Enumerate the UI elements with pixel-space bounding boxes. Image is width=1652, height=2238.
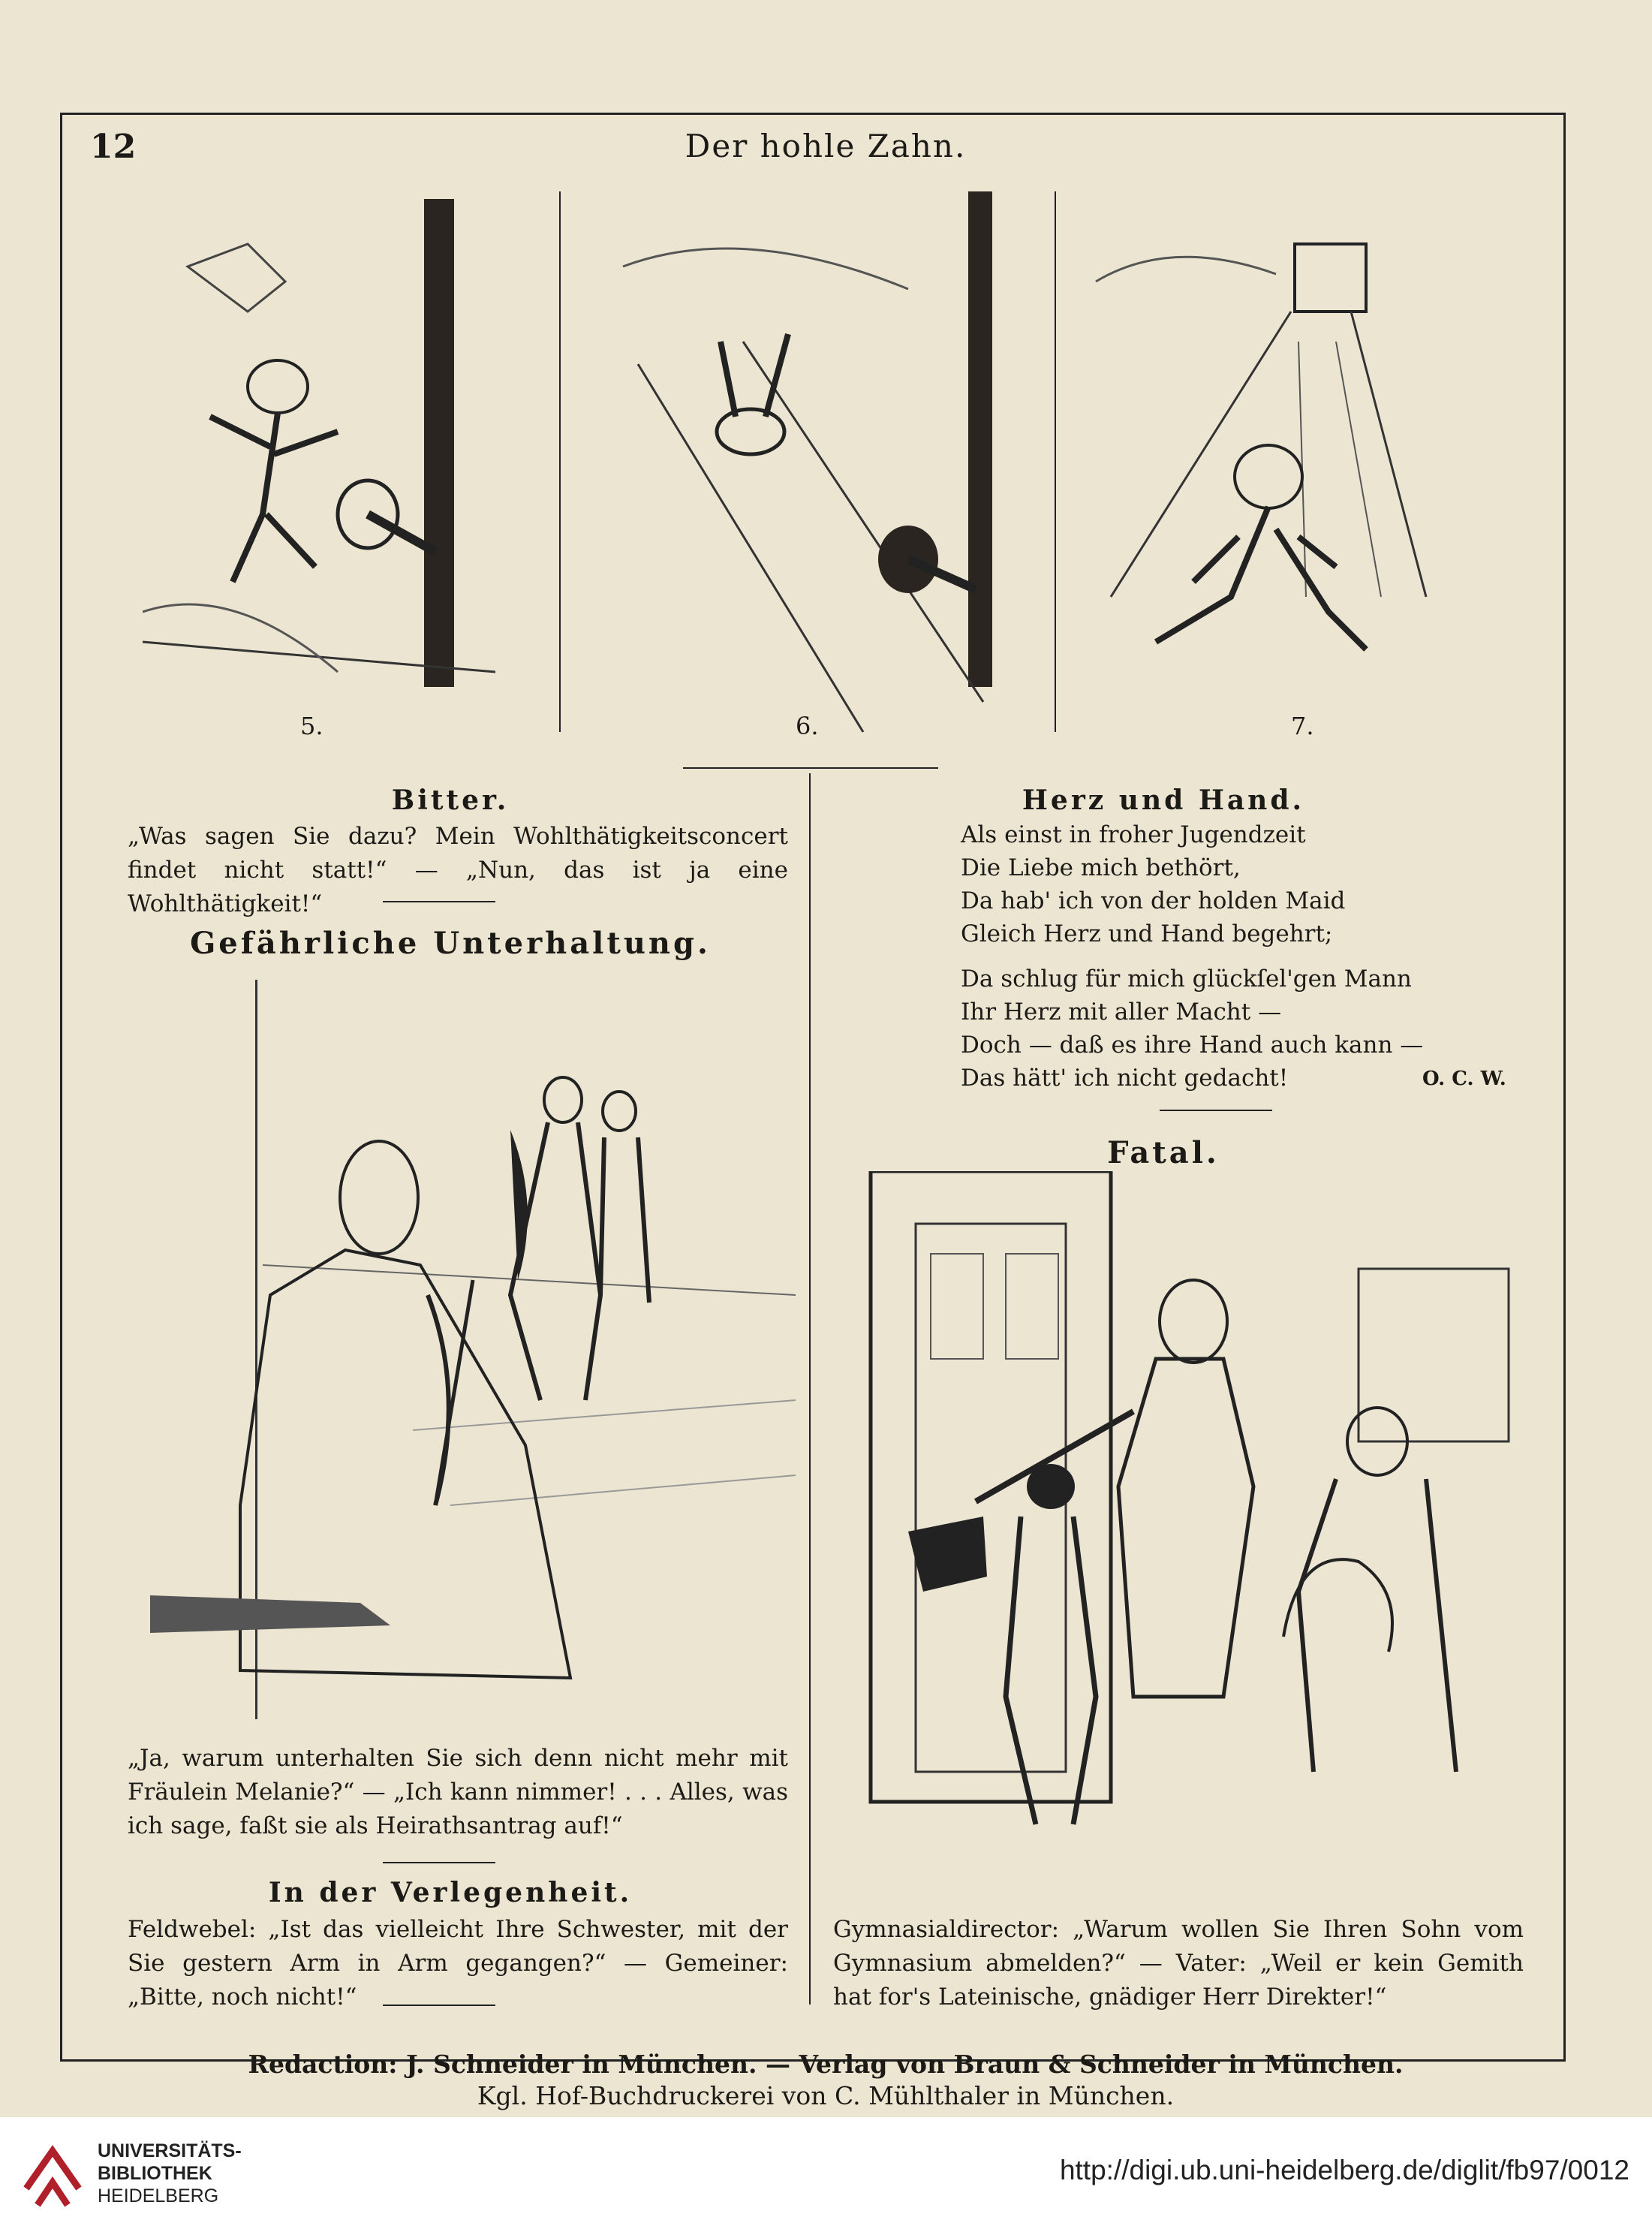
library-name [98, 2140, 242, 2207]
panel-6-drawing [593, 191, 998, 743]
section-rule [683, 767, 938, 769]
comic-panel-7 [1081, 191, 1456, 743]
poem-signature: O. C. W. [1422, 1068, 1506, 1090]
bitter-text: „Was sagen Sie dazu? Mein Wohlthätigkeitsconcert findet nicht statt!“ — „Nun, das ist ja eine Wohlthätigkeit!“ [128, 823, 788, 917]
poem-line: Die Liebe mich bethört, [961, 854, 1241, 881]
woman-drawing [150, 980, 796, 1719]
comic-panel-5 [143, 191, 495, 743]
library-line: UNIVERSITÄTS- [98, 2140, 242, 2161]
column-divider [809, 773, 811, 2005]
panel-5-drawing [143, 191, 495, 743]
herz-title: Herz und Hand. [1022, 785, 1305, 816]
running-head: Der hohle Zahn. [685, 128, 967, 164]
library-line: BIBLIOTHEK [98, 2163, 212, 2184]
comic-panel-6 [593, 191, 998, 743]
poem-line: Doch — daß es ihre Hand auch kann — [961, 1032, 1424, 1059]
panel-6-label: 6. [796, 712, 819, 740]
poem-line: Das hätt' ich nicht gedacht! [961, 1065, 1289, 1092]
panel-7-drawing [1081, 191, 1456, 743]
bitter-title: Bitter. [391, 785, 510, 816]
poem-line: Als einst in froher Jugendzeit [961, 821, 1306, 848]
library-logo-icon [15, 2136, 90, 2218]
gefaehrlich-title: Gefährliche Unterhaltung. [190, 926, 711, 961]
section-rule [383, 1862, 495, 1863]
panel-7-label: 7. [1291, 712, 1314, 740]
panel-5-label: 5. [300, 712, 323, 740]
section-rule [383, 901, 495, 902]
fatal-title: Fatal. [1107, 1135, 1220, 1170]
poem-line: Da schlug für mich glückſel'gen Mann [961, 965, 1412, 992]
panel-divider [559, 191, 561, 732]
section-rule [383, 2005, 495, 2006]
poem-line: Ihr Herz mit aller Macht — [961, 999, 1282, 1026]
library-line: HEIDELBERG [98, 2185, 219, 2206]
gefaehrlich-caption: „Ja, warum unterhalten Sie sich denn nicht mehr mit Fräulein Melanie?“ — „Ich kann nimmer! . . . Alles, was ich sage, faßt sie als Heirathsantrag auf!“ [128, 1745, 788, 1839]
page-number: 12 [90, 128, 137, 166]
panel-divider [1055, 191, 1056, 732]
imprint-line-1: Redaction: J. Schneider in München. — Verlag von Braun & Schneider in München. [248, 2050, 1404, 2079]
poem-line: Gleich Herz und Hand begehrt; [961, 920, 1333, 947]
poem-line: Da hab' ich von der holden Maid [961, 887, 1346, 914]
fatal-drawing [833, 1171, 1516, 1892]
section-rule [1160, 1110, 1272, 1111]
imprint-line-2: Kgl. Hof-Buchdruckerei von C. Mühlthaler in München. [477, 2081, 1175, 2110]
verlegenheit-title: In der Verlegenheit. [268, 1877, 633, 1908]
herz-poem [961, 818, 1531, 1095]
source-url-link[interactable]: http://digi.ub.uni-heidelberg.de/diglit/fb97/0012 [1059, 2155, 1629, 2185]
fatal-illustration [833, 1171, 1516, 1892]
verlegenheit-text: Feldwebel: „Ist das vielleicht Ihre Schwester, mit der Sie gestern Arm in Arm gegangen?“ — Gemeiner: „Bitte, noch nicht!“ [128, 1916, 788, 2011]
woman-illustration [150, 980, 796, 1719]
fatal-caption: Gymnasialdirector: „Warum wollen Sie Ihren Sohn vom Gymnasium abmelden?“ — Vater: „Weil er kein Gemith hat for's Lateinische, gnädiger Herr Direkter!“ [833, 1916, 1524, 2011]
